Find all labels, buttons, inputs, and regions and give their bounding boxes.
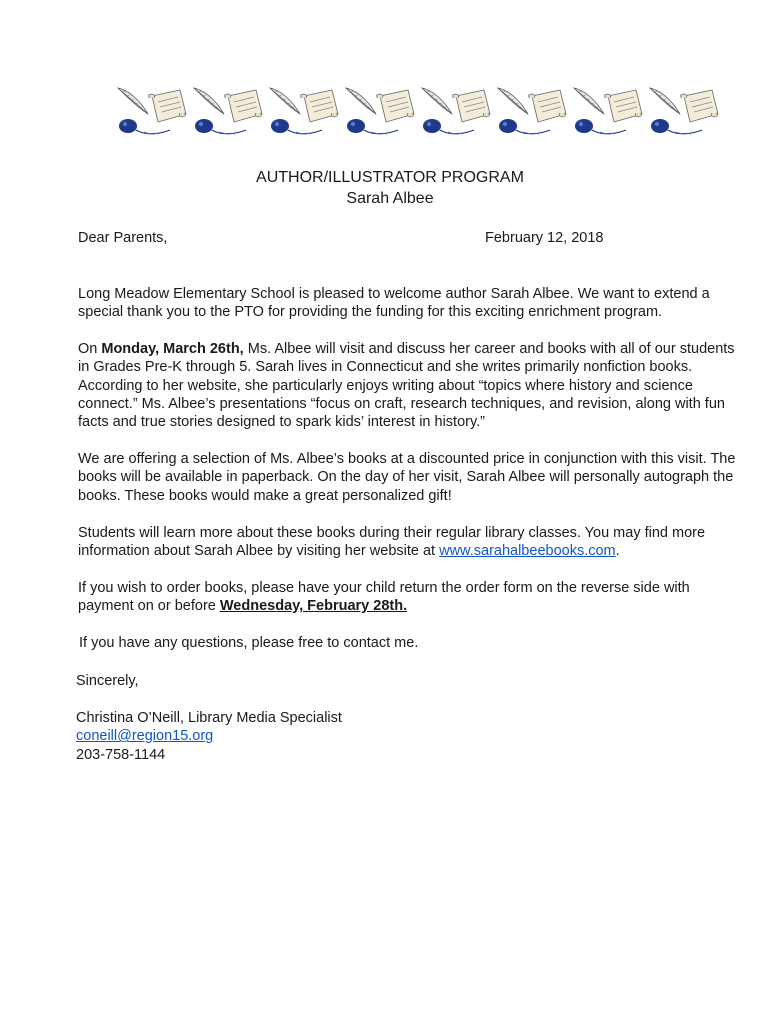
quill-and-scroll-icon <box>418 80 494 140</box>
email-link[interactable]: coneill@region15.org <box>76 728 214 745</box>
paragraph-books: We are offering a selection of Ms. Albee’s books at a discounted price in conjunction with this visit. The books will be available in paperback. On the day of her visit, Sarah Albee will personally autograph the books. These books would make a great personalized gift! <box>78 451 736 504</box>
paragraph-visit <box>78 340 738 431</box>
paragraph-questions: If you have any questions, please free to contact me. <box>79 635 419 651</box>
order-deadline: Wednesday, February 28th. <box>219 598 408 615</box>
signature-name: Christina O’Neill, Library Media Specialist <box>76 710 342 726</box>
website-link[interactable]: www.sarahalbeebooks.com <box>439 543 616 560</box>
closing: Sincerely, <box>76 673 139 689</box>
visit-details: Ms. Albee will visit and discuss her career and books with all of our students in Grades Pre-K through 5. Sarah lives in Connecticut and she writes primarily nonfiction books. According to her website, she particularly enjoys writing about “topics where history and science connect.” Ms. Albee’s presentations “focus on craft, research techniques, and revision, along with fun facts and true stories designed to spark kids’ interest in history.” <box>78 341 735 431</box>
paragraph-order <box>78 579 738 616</box>
decorative-banner <box>114 80 722 140</box>
quill-and-scroll-icon <box>646 80 722 140</box>
quill-and-scroll-icon <box>570 80 646 140</box>
website-text: Students will learn more about these books during their regular library classes. You may find more information about Sarah Albee by visiting her website at <box>78 525 706 560</box>
quill-and-scroll-icon <box>190 80 266 140</box>
quill-and-scroll-icon <box>342 80 418 140</box>
author-name: Sarah Albee <box>346 190 434 207</box>
signature-phone: 203-758-1144 <box>76 746 166 763</box>
quill-and-scroll-icon <box>114 80 190 140</box>
signature-block <box>76 709 342 764</box>
program-title: AUTHOR/ILLUSTRATOR PROGRAM <box>256 169 524 186</box>
quill-and-scroll-icon <box>266 80 342 140</box>
visit-date: Monday, March 26th, <box>101 341 244 357</box>
website-period: . <box>615 543 620 560</box>
paragraph-welcome: Long Meadow Elementary School is pleased to welcome author Sarah Albee. We want to extend a special thank you to the PTO for providing the funding for this exciting enrichment program. <box>78 286 710 321</box>
greeting: Dear Parents, <box>78 230 168 246</box>
quill-and-scroll-icon <box>494 80 570 140</box>
visit-prefix: On <box>78 341 102 357</box>
letter-date: February 12, 2018 <box>485 230 604 246</box>
order-text: If you wish to order books, please have your child return the order form on the reverse side with payment on or before <box>78 580 690 615</box>
paragraph-website <box>78 524 738 561</box>
